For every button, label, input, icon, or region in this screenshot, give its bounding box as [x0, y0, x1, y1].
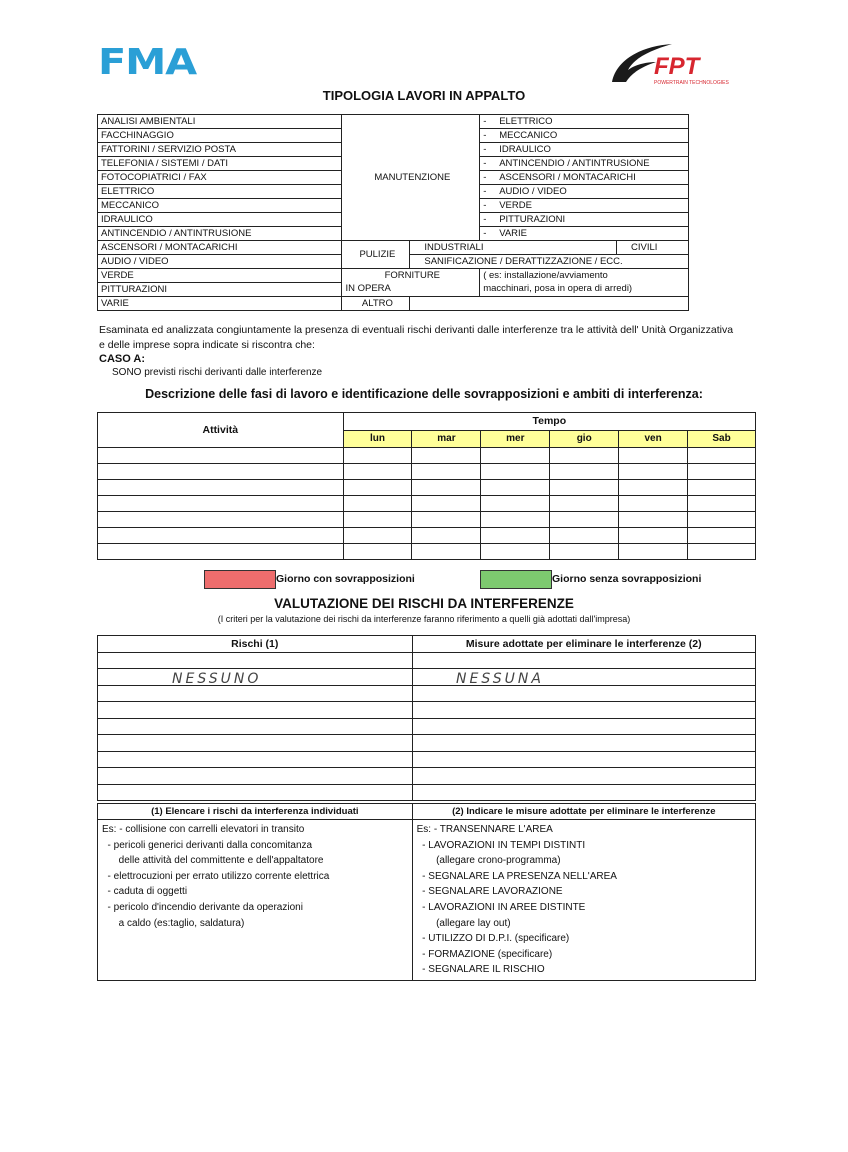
- schedule-cell[interactable]: [619, 448, 688, 464]
- schedule-row: [98, 544, 756, 560]
- schedule-cell[interactable]: [343, 480, 412, 496]
- valutazione-heading: VALUTAZIONE DEI RISCHI DA INTERFERENZE: [274, 596, 574, 611]
- schedule-cell[interactable]: [550, 480, 619, 496]
- schedule-cell[interactable]: [688, 528, 756, 544]
- schedule-cell[interactable]: [343, 528, 412, 544]
- legend-green-label: Giorno senza sovrapposizioni: [552, 573, 702, 585]
- notes-left-list: [98, 820, 413, 981]
- manutenzione-item: [480, 129, 689, 143]
- risk-row: [98, 751, 756, 768]
- types-row: [98, 297, 689, 311]
- measure-cell[interactable]: [412, 784, 756, 801]
- schedule-table: [97, 412, 756, 560]
- risk-cell[interactable]: [98, 718, 413, 735]
- type-left-item: ANALISI AMBIENTALI: [98, 115, 342, 129]
- altro-label: ALTRO: [342, 297, 410, 311]
- manutenzione-label: MANUTENZIONE: [342, 115, 480, 241]
- day-header: mer: [481, 430, 550, 448]
- manutenzione-item: [480, 171, 689, 185]
- schedule-cell[interactable]: [481, 528, 550, 544]
- manutenzione-item: [480, 115, 689, 129]
- schedule-cell[interactable]: [343, 464, 412, 480]
- rischi-header: Rischi (1): [98, 636, 413, 653]
- measure-cell[interactable]: [412, 768, 756, 785]
- forniture-desc-2: macchinari, posa in opera di arredi): [483, 283, 633, 294]
- schedule-cell[interactable]: [619, 480, 688, 496]
- schedule-cell[interactable]: [688, 448, 756, 464]
- manutenzione-item: [480, 227, 689, 241]
- schedule-cell[interactable]: [619, 528, 688, 544]
- forniture-label-1: FORNITURE: [384, 270, 441, 281]
- dash: -: [483, 200, 487, 211]
- manutenzione-item: [480, 199, 689, 213]
- valutazione-subheading: (I criteri per la valutazione dei rischi da interferenze faranno riferimento a quelli già adottati dall'impresa): [217, 614, 631, 624]
- type-left-item: FACCHINAGGIO: [98, 129, 342, 143]
- notes-right-line: Es: - TRANSENNARE L'AREA: [416, 824, 553, 835]
- day-header: gio: [550, 430, 619, 448]
- risk-cell[interactable]: [98, 685, 413, 702]
- notes-right-line: - UTILIZZO DI D.P.I. (specificare): [416, 933, 570, 945]
- manutenzione-item: [480, 143, 689, 157]
- pulizie-sanificazione: SANIFICAZIONE / DERATTIZZAZIONE / ECC.: [410, 255, 689, 269]
- schedule-cell[interactable]: [688, 480, 756, 496]
- schedule-cell[interactable]: [98, 464, 344, 480]
- schedule-cell[interactable]: [481, 448, 550, 464]
- schedule-cell[interactable]: [688, 512, 756, 528]
- schedule-cell[interactable]: [688, 544, 756, 560]
- dash: -: [483, 144, 487, 155]
- altro-value: [410, 297, 689, 311]
- type-left-item: ELETTRICO: [98, 185, 342, 199]
- types-row: [98, 269, 689, 283]
- forniture-desc-1: ( es: installazione/avviamento: [483, 270, 608, 281]
- schedule-cell[interactable]: [98, 448, 344, 464]
- types-row: [98, 115, 689, 129]
- fpt-logo-subtext: POWERTRAIN TECHNOLOGIES: [654, 80, 729, 86]
- dash: -: [483, 186, 487, 197]
- risk-row: [98, 685, 756, 702]
- dash: -: [483, 116, 487, 127]
- risk-cell[interactable]: [98, 768, 413, 785]
- schedule-cell[interactable]: [550, 496, 619, 512]
- schedule-cell[interactable]: [98, 544, 344, 560]
- fma-logo: FMA: [98, 42, 197, 83]
- risk-cell[interactable]: [98, 784, 413, 801]
- notes-right-line: - SEGNALARE LA PRESENZA NELL'AREA: [416, 870, 617, 882]
- schedule-cell[interactable]: [481, 496, 550, 512]
- schedule-cell[interactable]: [688, 464, 756, 480]
- notes-left-line: a caldo (es:taglio, saldatura): [102, 917, 245, 929]
- notes-right-line: (allegare lay out): [416, 917, 511, 929]
- types-row: [98, 241, 689, 255]
- dash: -: [483, 228, 487, 239]
- notes-right-line: - FORMAZIONE (specificare): [416, 948, 553, 960]
- notes-right-line: - SEGNALARE LAVORAZIONE: [416, 886, 563, 898]
- pulizie-industriali: INDUSTRIALI: [410, 241, 617, 255]
- legend-red-label: Giorno con sovrapposizioni: [276, 573, 415, 585]
- attivita-header: Attività: [98, 413, 344, 448]
- schedule-row: [98, 448, 756, 464]
- schedule-cell[interactable]: [688, 496, 756, 512]
- schedule-cell[interactable]: [619, 544, 688, 560]
- dash: -: [483, 158, 487, 169]
- dash: -: [483, 130, 487, 141]
- risk-cell[interactable]: [98, 751, 413, 768]
- schedule-cell[interactable]: [481, 544, 550, 560]
- manutenzione-item-label: MECCANICO: [499, 130, 558, 141]
- forniture-label-2: IN OPERA: [345, 283, 391, 294]
- risk-row: [98, 768, 756, 785]
- type-left-item: AUDIO / VIDEO: [98, 255, 342, 269]
- legend-green-swatch: [480, 570, 552, 589]
- type-left-item: ANTINCENDIO / ANTINTRUSIONE: [98, 227, 342, 241]
- manutenzione-item: [480, 185, 689, 199]
- measure-cell[interactable]: [412, 652, 756, 669]
- schedule-cell[interactable]: [550, 448, 619, 464]
- sono-text: SONO previsti rischi derivanti dalle interferenze: [112, 367, 323, 378]
- handwritten-rischi: NESSUNO: [172, 671, 262, 687]
- manutenzione-item-label: IDRAULICO: [499, 144, 551, 155]
- schedule-cell[interactable]: [412, 528, 481, 544]
- schedule-cell[interactable]: [550, 528, 619, 544]
- notes-right-line: - LAVORAZIONI IN TEMPI DISTINTI: [416, 839, 586, 851]
- schedule-cell[interactable]: [481, 512, 550, 528]
- measure-cell[interactable]: [412, 718, 756, 735]
- pulizie-label: PULIZIE: [342, 241, 410, 269]
- schedule-cell[interactable]: [619, 464, 688, 480]
- forniture-label: [342, 269, 480, 297]
- schedule-cell[interactable]: [481, 480, 550, 496]
- schedule-row: [98, 464, 756, 480]
- notes-table: [97, 803, 756, 981]
- notes-right-header: (2) Indicare le misure adottate per eliminare le interferenze: [412, 804, 755, 820]
- schedule-cell[interactable]: [343, 512, 412, 528]
- schedule-heading: Descrizione delle fasi di lavoro e identificazione delle sovrapposizioni e ambiti di interferenza:: [145, 387, 703, 401]
- schedule-cell[interactable]: [412, 448, 481, 464]
- risk-row: [98, 784, 756, 801]
- notes-right-line: - SEGNALARE IL RISCHIO: [416, 964, 545, 976]
- schedule-cell[interactable]: [343, 448, 412, 464]
- schedule-cell[interactable]: [481, 464, 550, 480]
- measure-cell[interactable]: [412, 735, 756, 752]
- schedule-cell[interactable]: [550, 544, 619, 560]
- schedule-cell[interactable]: [412, 480, 481, 496]
- misure-header: Misure adottate per eliminare le interferenze (2): [412, 636, 756, 653]
- day-header: ven: [619, 430, 688, 448]
- risk-cell[interactable]: [98, 652, 413, 669]
- type-left-item: TELEFONIA / SISTEMI / DATI: [98, 157, 342, 171]
- forniture-desc: [480, 269, 689, 297]
- type-left-item: PITTURAZIONI: [98, 283, 342, 297]
- schedule-cell[interactable]: [343, 544, 412, 560]
- notes-left-line: - pericoli generici derivanti dalla concomitanza: [102, 839, 313, 851]
- types-table: [97, 114, 689, 311]
- type-left-item: ASCENSORI / MONTACARICHI: [98, 241, 342, 255]
- day-header: mar: [412, 430, 481, 448]
- day-header: Sab: [688, 430, 756, 448]
- notes-right-line: - LAVORAZIONI IN AREE DISTINTE: [416, 901, 586, 913]
- notes-right-line: (allegare crono-programma): [416, 855, 561, 867]
- risk-row: [98, 702, 756, 719]
- manutenzione-item-label: PITTURAZIONI: [499, 214, 566, 225]
- notes-left-header: (1) Elencare i rischi da interferenza individuati: [98, 804, 413, 820]
- risk-row: [98, 735, 756, 752]
- notes-left-line: - caduta di oggetti: [102, 886, 188, 898]
- schedule-cell[interactable]: [343, 496, 412, 512]
- notes-left-line: Es: - collisione con carrelli elevatori in transito: [102, 824, 305, 835]
- schedule-row: [98, 480, 756, 496]
- tempo-header: Tempo: [343, 413, 755, 431]
- dash: -: [483, 214, 487, 225]
- measure-cell[interactable]: [412, 751, 756, 768]
- type-left-item: MECCANICO: [98, 199, 342, 213]
- schedule-cell[interactable]: [412, 464, 481, 480]
- fpt-logo: [606, 40, 756, 88]
- schedule-cell[interactable]: [412, 544, 481, 560]
- type-left-item: VARIE: [98, 297, 342, 311]
- schedule-cell[interactable]: [550, 464, 619, 480]
- schedule-row: [98, 528, 756, 544]
- notes-right-list: [412, 820, 755, 981]
- dash: -: [483, 172, 487, 183]
- manutenzione-item-label: ELETTRICO: [499, 116, 553, 127]
- measure-cell[interactable]: [412, 685, 756, 702]
- schedule-row: [98, 496, 756, 512]
- schedule-cell[interactable]: [98, 512, 344, 528]
- notes-left-line: delle attività del committente e dell'appaltatore: [102, 855, 324, 867]
- schedule-cell[interactable]: [412, 496, 481, 512]
- pulizie-civili: CIVILI: [617, 241, 689, 255]
- schedule-cell[interactable]: [98, 496, 344, 512]
- risk-row: [98, 718, 756, 735]
- type-left-item: FOTOCOPIATRICI / FAX: [98, 171, 342, 185]
- notes-left-line: - elettrocuzioni per errato utilizzo corrente elettrica: [102, 870, 330, 882]
- page-title: TIPOLOGIA LAVORI IN APPALTO: [322, 88, 526, 103]
- schedule-cell[interactable]: [98, 528, 344, 544]
- manutenzione-item-label: AUDIO / VIDEO: [499, 186, 567, 197]
- handwritten-misure: NESSUNA: [456, 671, 544, 687]
- manutenzione-item: [480, 213, 689, 227]
- caso-label: CASO A:: [99, 353, 146, 365]
- measure-cell[interactable]: [412, 702, 756, 719]
- risk-cell[interactable]: [98, 735, 413, 752]
- type-left-item: IDRAULICO: [98, 213, 342, 227]
- schedule-row: [98, 512, 756, 528]
- schedule-cell[interactable]: [619, 512, 688, 528]
- fpt-logo-text: FPT: [654, 53, 700, 80]
- notes-left-line: - pericolo d'incendio derivante da operazioni: [102, 901, 303, 913]
- day-header: lun: [343, 430, 412, 448]
- manutenzione-item-label: VARIE: [499, 228, 527, 239]
- schedule-cell[interactable]: [550, 512, 619, 528]
- schedule-cell[interactable]: [98, 480, 344, 496]
- type-left-item: VERDE: [98, 269, 342, 283]
- manutenzione-item-label: ANTINCENDIO / ANTINTRUSIONE: [499, 158, 650, 169]
- legend-red-swatch: [204, 570, 276, 589]
- intro-paragraph: Esaminata ed analizzata congiuntamente la presenza di eventuali rischi derivanti dalle interferenze tra le attività dell' Unità Organizzativa e delle imprese sopra indicate si riscontra che:: [99, 324, 734, 351]
- risk-row: [98, 652, 756, 669]
- risk-table: [97, 635, 756, 801]
- manutenzione-item: [480, 157, 689, 171]
- risk-cell[interactable]: [98, 702, 413, 719]
- schedule-cell[interactable]: [619, 496, 688, 512]
- manutenzione-item-label: ASCENSORI / MONTACARICHI: [499, 172, 636, 183]
- schedule-cell[interactable]: [412, 512, 481, 528]
- manutenzione-item-label: VERDE: [499, 200, 532, 211]
- type-left-item: FATTORINI / SERVIZIO POSTA: [98, 143, 342, 157]
